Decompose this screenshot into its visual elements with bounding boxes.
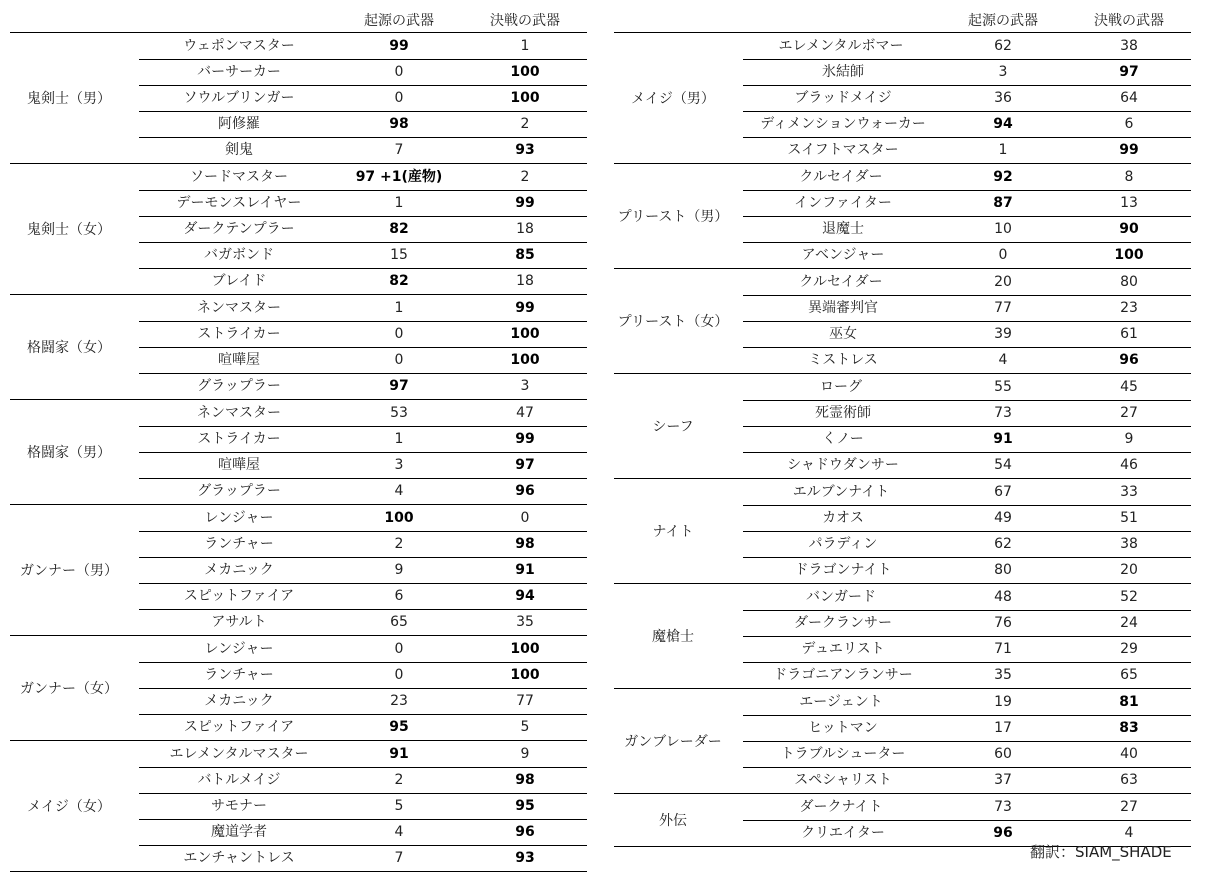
table-row [743,321,1191,347]
class-group-label: 魔槍士 [652,629,694,645]
table-row [743,190,1191,216]
subclass-name: カオス [822,510,864,526]
table-row [139,583,587,609]
table-row [743,505,1191,531]
class-group [614,793,1191,846]
class-group-label: ナイト [652,524,694,540]
class-group-label: プリースト（女） [617,314,729,330]
table-row [614,794,1191,820]
origin-weapon-value: 92 [993,169,1013,185]
final-weapon-value: 100 [510,326,540,342]
origin-weapon-value: 71 [994,641,1012,657]
subclass-name: ソウルブリンガー [183,90,295,106]
class-group-label: 外伝 [659,813,687,829]
origin-weapon-value: 100 [384,510,414,526]
table-row [10,505,587,531]
origin-weapon-value: 54 [994,457,1012,473]
table-row [139,137,587,163]
table-row [10,636,587,662]
subclass-name: バトルメイジ [197,772,281,788]
final-weapon-value: 46 [1120,457,1138,473]
final-weapon-value: 9 [1124,431,1134,447]
class-group-label: ガンナー（女） [20,681,118,697]
origin-weapon-value: 2 [394,772,404,788]
left-table-body [10,32,587,871]
final-weapon-value: 83 [1119,720,1139,736]
class-group [614,373,1191,478]
class-group-label: メイジ（男） [631,91,715,107]
origin-weapon-value: 17 [994,720,1012,736]
subclass-name: エージェント [799,694,883,710]
origin-weapon-value: 49 [994,510,1012,526]
header-final-weapon: 決戦の武器 [1094,13,1164,29]
class-group-label: メイジ（女） [27,799,111,815]
table-row [614,689,1191,715]
subclass-name: グラップラー [197,378,281,394]
table-row [10,295,587,321]
final-weapon-value: 1 [520,38,530,54]
final-weapon-value: 8 [1124,169,1134,185]
origin-weapon-value: 20 [994,274,1012,290]
table-row [743,531,1191,557]
final-weapon-value: 100 [510,667,540,683]
table-row [139,767,587,793]
subclass-name: トラブルシューター [780,746,906,762]
table-row [139,557,587,583]
subclass-name: クルセイダー [799,169,883,185]
subclass-name: スペシャリスト [794,772,892,788]
subclass-name: ローグ [820,379,862,395]
subclass-name: サモナー [211,798,267,814]
table-row [743,137,1191,163]
table-row [10,400,587,426]
origin-weapon-value: 1 [394,195,404,211]
subclass-name: デュエリスト [801,641,885,657]
origin-weapon-value: 15 [390,247,408,263]
origin-weapon-value: 95 [389,719,409,735]
final-weapon-value: 18 [516,273,534,289]
subclass-name: ブレイド [211,273,267,289]
table-row [10,164,587,190]
table-row [743,636,1191,662]
class-group-label: 鬼剣士（男） [27,91,111,107]
subclass-name: ダークランサー [794,615,892,631]
origin-weapon-value: 76 [994,615,1012,631]
final-weapon-value: 80 [1120,274,1138,290]
origin-weapon-value: 37 [994,772,1012,788]
origin-weapon-value: 60 [994,746,1012,762]
origin-weapon-value: 1 [998,142,1008,158]
final-weapon-value: 99 [515,195,535,211]
origin-weapon-value: 97 [389,378,409,394]
origin-weapon-value: 6 [394,588,404,604]
subclass-name: 剣鬼 [225,142,253,158]
origin-weapon-value: 82 [389,273,409,289]
header-final-weapon: 決戦の武器 [490,13,560,29]
final-weapon-value: 97 [515,457,535,473]
subclass-name: ブラッドメイジ [794,90,892,106]
origin-weapon-value: 5 [394,798,404,814]
class-group-label: 格闘家（男） [27,445,111,461]
subclass-name: グラップラー [197,483,281,499]
subclass-name: エレメンタルマスター [169,746,309,762]
origin-weapon-value: 91 [389,746,409,762]
final-weapon-value: 99 [515,300,535,316]
subclass-name: ディメンションウォーカー [760,116,926,132]
subclass-name: ミストレス [808,352,878,368]
origin-weapon-value: 19 [994,694,1012,710]
class-group [614,32,1191,163]
origin-weapon-value: 35 [994,667,1012,683]
table-row [139,819,587,845]
table-row [139,85,587,111]
final-weapon-value: 96 [515,483,535,499]
final-weapon-value: 77 [516,693,534,709]
final-weapon-value: 18 [516,221,534,237]
class-group-label: 鬼剣士（女） [27,222,111,238]
origin-weapon-value: 0 [394,326,404,342]
class-group [10,399,587,504]
subclass-name: くノー [822,431,864,447]
origin-weapon-value: 3 [998,64,1008,80]
table-row [139,609,587,635]
origin-weapon-value: 91 [993,431,1013,447]
final-weapon-value: 47 [516,405,534,421]
final-weapon-value: 23 [1120,300,1138,316]
final-weapon-value: 20 [1120,562,1138,578]
final-weapon-value: 96 [515,824,535,840]
subclass-name: 異端審判官 [808,300,878,316]
class-group [10,32,587,163]
table-row [743,741,1191,767]
origin-weapon-value: 3 [394,457,404,473]
origin-weapon-value: 1 [394,300,404,316]
table-row [139,452,587,478]
subclass-name: 巫女 [829,326,857,342]
subclass-name: スイフトマスター [787,142,899,158]
class-group-label: ガンブレーダー [624,734,722,750]
final-weapon-value: 27 [1120,405,1138,421]
origin-weapon-value: 0 [394,64,404,80]
table-row [139,111,587,137]
table-row [743,111,1191,137]
table-row [614,33,1191,59]
subclass-name: ダークテンプラー [183,221,295,237]
table-row [743,767,1191,793]
subclass-name: 退魔士 [822,221,864,237]
origin-weapon-value: 62 [994,536,1012,552]
final-weapon-value: 2 [520,116,530,132]
table-row [743,610,1191,636]
origin-weapon-value: 98 [389,116,409,132]
table-row [743,452,1191,478]
table-row [139,478,587,504]
final-weapon-value: 95 [515,798,535,814]
table-row [743,662,1191,688]
table-row [139,662,587,688]
table-row [614,164,1191,190]
origin-weapon-value: 73 [994,799,1012,815]
origin-weapon-value: 39 [994,326,1012,342]
final-weapon-value: 35 [516,614,534,630]
table-row [743,347,1191,373]
left-table-bottom-rule [10,871,587,872]
subclass-name: インファイター [794,195,892,211]
subclass-name: 阿修羅 [218,116,260,132]
subclass-name: アサルト [211,614,267,630]
table-row [139,216,587,242]
class-group [10,294,587,399]
subclass-name: クリエイター [801,825,885,841]
final-weapon-value: 4 [1124,825,1134,841]
table-row [139,845,587,871]
subclass-name: ストライカー [197,326,281,342]
origin-weapon-value: 62 [994,38,1012,54]
subclass-name: デーモンスレイヤー [176,195,302,211]
final-weapon-value: 100 [510,352,540,368]
table-row [139,59,587,85]
final-weapon-value: 100 [510,90,540,106]
table-row [10,741,587,767]
final-weapon-value: 94 [515,588,535,604]
final-weapon-value: 52 [1120,589,1138,605]
class-group-label: ガンナー（男） [20,563,118,579]
table-row [139,190,587,216]
final-weapon-value: 40 [1120,746,1138,762]
final-weapon-value: 96 [1119,352,1139,368]
final-weapon-value: 100 [510,64,540,80]
subclass-name: 喧嘩屋 [218,457,260,473]
final-weapon-value: 99 [515,431,535,447]
class-group [10,504,587,635]
final-weapon-value: 65 [1120,667,1138,683]
final-weapon-value: 85 [515,247,535,263]
origin-weapon-value: 4 [998,352,1008,368]
class-group [614,583,1191,688]
origin-weapon-value: 80 [994,562,1012,578]
class-group [614,688,1191,793]
final-weapon-value: 24 [1120,615,1138,631]
origin-weapon-value: 0 [394,352,404,368]
subclass-name: レンジャー [204,641,274,657]
subclass-name: バンガード [806,589,876,605]
class-group [10,163,587,294]
origin-weapon-value: 53 [390,405,408,421]
origin-weapon-value: 0 [998,247,1008,263]
origin-weapon-value: 67 [994,484,1012,500]
origin-weapon-value: 0 [394,667,404,683]
table-row [614,374,1191,400]
final-weapon-value: 27 [1120,799,1138,815]
right-table-body [614,32,1191,846]
class-group [10,740,587,871]
table-row [743,85,1191,111]
final-weapon-value: 45 [1120,379,1138,395]
origin-weapon-value: 99 [389,38,409,54]
table-row [139,373,587,399]
final-weapon-value: 29 [1120,641,1138,657]
final-weapon-value: 2 [520,169,530,185]
subclass-name: エレメンタルボマー [778,38,904,54]
origin-weapon-value: 23 [390,693,408,709]
table-row [743,59,1191,85]
origin-weapon-value: 55 [994,379,1012,395]
table-row [139,321,587,347]
origin-weapon-value: 77 [994,300,1012,316]
final-weapon-value: 64 [1120,90,1138,106]
subclass-name: エルブンナイト [792,484,890,500]
origin-weapon-value: 48 [994,589,1012,605]
subclass-name: バーサーカー [197,64,281,80]
table-row [614,479,1191,505]
table-row [139,347,587,373]
table-row [743,557,1191,583]
subclass-name: 氷結師 [822,64,864,80]
final-weapon-value: 0 [520,510,530,526]
table-row [743,216,1191,242]
subclass-name: スピットファイア [183,719,295,735]
table-row [139,688,587,714]
final-weapon-value: 13 [1120,195,1138,211]
origin-weapon-value: 4 [394,483,404,499]
subclass-name: メカニック [204,693,274,709]
origin-weapon-value: 97 +1(産物) [355,169,443,185]
final-weapon-value: 100 [1114,247,1144,263]
final-weapon-value: 91 [515,562,535,578]
subclass-name: ネンマスター [197,405,281,421]
origin-weapon-value: 0 [394,641,404,657]
subclass-name: レンジャー [204,510,274,526]
origin-weapon-value: 94 [993,116,1013,132]
table-row [139,268,587,294]
final-weapon-value: 38 [1120,38,1138,54]
table-row [743,400,1191,426]
final-weapon-value: 90 [1119,221,1139,237]
class-group [614,268,1191,373]
final-weapon-value: 9 [520,746,530,762]
table-row [139,242,587,268]
class-group [614,478,1191,583]
final-weapon-value: 33 [1120,484,1138,500]
origin-weapon-value: 96 [993,825,1013,841]
final-weapon-value: 63 [1120,772,1138,788]
final-weapon-value: 99 [1119,142,1139,158]
table-row [743,426,1191,452]
table-row [10,33,587,59]
final-weapon-value: 93 [515,142,535,158]
final-weapon-value: 51 [1120,510,1138,526]
subclass-name: ウェポンマスター [183,38,295,54]
origin-weapon-value: 4 [394,824,404,840]
class-group-label: 格闘家（女） [27,340,111,356]
final-weapon-value: 93 [515,850,535,866]
class-group [614,163,1191,268]
table-row [614,269,1191,295]
subclass-name: ランチャー [204,536,274,552]
left-table [10,6,587,872]
subclass-name: 死霊術師 [815,405,871,421]
final-weapon-value: 98 [515,536,535,552]
subclass-name: バガボンド [204,247,274,263]
final-weapon-value: 100 [510,641,540,657]
final-weapon-value: 98 [515,772,535,788]
subclass-name: エンチャントレス [183,850,295,866]
table-row [139,714,587,740]
table-row [139,426,587,452]
subclass-name: シャドウダンサー [787,457,899,473]
final-weapon-value: 5 [520,719,530,735]
subclass-name: パラディン [808,536,878,552]
origin-weapon-value: 2 [394,536,404,552]
subclass-name: メカニック [204,562,274,578]
table-row [743,242,1191,268]
final-weapon-value: 6 [1124,116,1134,132]
class-group [10,635,587,740]
origin-weapon-value: 7 [394,850,404,866]
origin-weapon-value: 65 [390,614,408,630]
final-weapon-value: 3 [520,378,530,394]
subclass-name: ドラゴニアンランサー [773,667,913,683]
subclass-name: 魔道学者 [211,824,267,840]
origin-weapon-value: 82 [389,221,409,237]
origin-weapon-value: 7 [394,142,404,158]
class-group-label: シーフ [652,419,694,435]
translation-credit: 翻訳：SIAM_SHADE [1030,843,1172,861]
subclass-name: ドラゴンナイト [794,562,892,578]
subclass-name: 喧嘩屋 [218,352,260,368]
table-row [614,584,1191,610]
subclass-name: ストライカー [197,431,281,447]
class-group-label: プリースト（男） [617,209,729,225]
origin-weapon-value: 36 [994,90,1012,106]
subclass-name: クルセイダー [799,274,883,290]
left-table-header [10,6,587,32]
header-origin-weapon: 起源の武器 [364,13,434,29]
origin-weapon-value: 9 [394,562,404,578]
subclass-name: ランチャー [204,667,274,683]
subclass-name: ヒットマン [808,720,878,736]
origin-weapon-value: 0 [394,90,404,106]
table-row [139,531,587,557]
final-weapon-value: 97 [1119,64,1139,80]
table-row [743,295,1191,321]
header-origin-weapon: 起源の武器 [968,13,1038,29]
final-weapon-value: 38 [1120,536,1138,552]
final-weapon-value: 81 [1119,694,1139,710]
table-row [139,793,587,819]
origin-weapon-value: 73 [994,405,1012,421]
origin-weapon-value: 10 [994,221,1012,237]
table-row [743,715,1191,741]
origin-weapon-value: 87 [993,195,1013,211]
origin-weapon-value: 1 [394,431,404,447]
subclass-name: アベンジャー [801,247,885,263]
final-weapon-value: 61 [1120,326,1138,342]
subclass-name: ソードマスター [190,169,288,185]
subclass-name: ネンマスター [197,300,281,316]
right-table [614,6,1191,847]
subclass-name: ダークナイト [799,799,883,815]
right-table-header [614,6,1191,32]
subclass-name: スピットファイア [183,588,295,604]
